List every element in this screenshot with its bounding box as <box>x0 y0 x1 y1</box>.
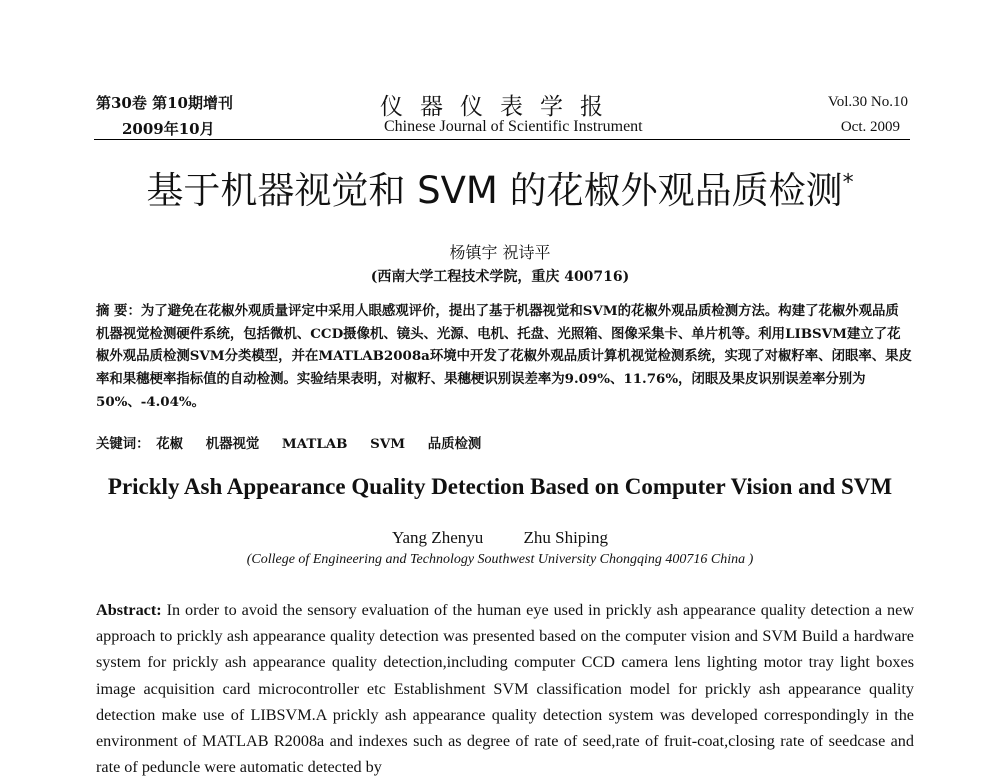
volume-issue-en: Vol.30 No.10 <box>827 94 908 110</box>
journal-name-cn: 仪器仪表学报 <box>380 94 620 120</box>
abstract-cn-text: 为了避免在花椒外观质量评定中采用人眼感观评价，提出了基于机器视觉和SVM的花椒外观品质检测方法。构建了花椒外观品质机器视觉检测硬件系统，包括微机、CCD摄像机、镜头、光源、电机、托盘、光照箱、图像采集卡、单片机等。利用LIBSVM建立了花椒外观品质检测SVM分类模型，并在MATLAB2008a环境中开发了花椒外观品质计算机视觉检测系统，实现了对椒籽率、闭眼率、果皮率和果穗梗率指标值的自动检测。实验结果表明，对椒籽、果穗梗识别误差率为9.09%、11.76%，闭眼及果皮识别误差率分别为50%、-4.04%。 <box>96 303 912 410</box>
paper-title-cn <box>0 160 1000 214</box>
title-footnote-mark: * <box>842 170 854 196</box>
paper-title-en: Prickly Ash Appearance Quality Detection Based on Computer Vision and SVM <box>107 474 893 499</box>
authors-cn: 杨镇宇 祝诗平 <box>449 243 551 262</box>
journal-name-en: Chinese Journal of Scientific Instrument <box>384 118 643 135</box>
abstract-en <box>96 597 914 780</box>
keyword: 品质检测 <box>427 436 482 452</box>
keyword: MATLAB <box>281 436 348 452</box>
affiliation-en: (College of Engineering and Technology Southwest University Chongqing 400716 China ) <box>246 552 754 567</box>
date-en: Oct. 2009 <box>840 119 900 135</box>
author-en: Zhu Shiping <box>523 528 609 547</box>
header-rule <box>94 139 910 140</box>
abstract-cn-label: 摘 要： <box>96 303 141 319</box>
abstract-en-label: Abstract: <box>96 601 162 619</box>
keyword: SVM <box>370 436 406 452</box>
keyword: 机器视觉 <box>205 436 260 452</box>
date-cn: 2009年10月 <box>122 120 215 138</box>
abstract-en-text: In order to avoid the sensory evaluation of the human eye used in prickly ash appearance quality detection a new approach to prickly ash appearance quality detection was presented based on the computer vision and SVM Build a hardware system for prickly ash appearance quality detection,including computer CCD camera lens lighting motor tray light boxes image acquisition card microcontroller etc Establishment SVM classification model for prickly ash appearance quality detection make use of LIBSVM.A prickly ash appearance quality detection system was developed correspondingly in the environment of MATLAB R2008a and indexes such as degree of rate of seed,rate of fruit-coat,closing rate of seedcase and rate of peduncle were automatic detected by <box>96 601 915 777</box>
keyword: 花椒 <box>156 436 184 452</box>
keywords-cn <box>96 433 912 452</box>
authors-en <box>0 528 1000 548</box>
affiliation-cn: (西南大学工程技术学院，重庆 400716) <box>370 269 630 285</box>
volume-issue-cn: 第30卷 第10期增刊 <box>96 94 233 112</box>
author-en: Yang Zhenyu <box>391 528 484 547</box>
title-cn-text: 基于机器视觉和 SVM 的花椒外观品质检测 <box>146 169 843 212</box>
keywords-cn-label: 关键词： <box>96 436 150 452</box>
abstract-cn <box>96 300 912 414</box>
